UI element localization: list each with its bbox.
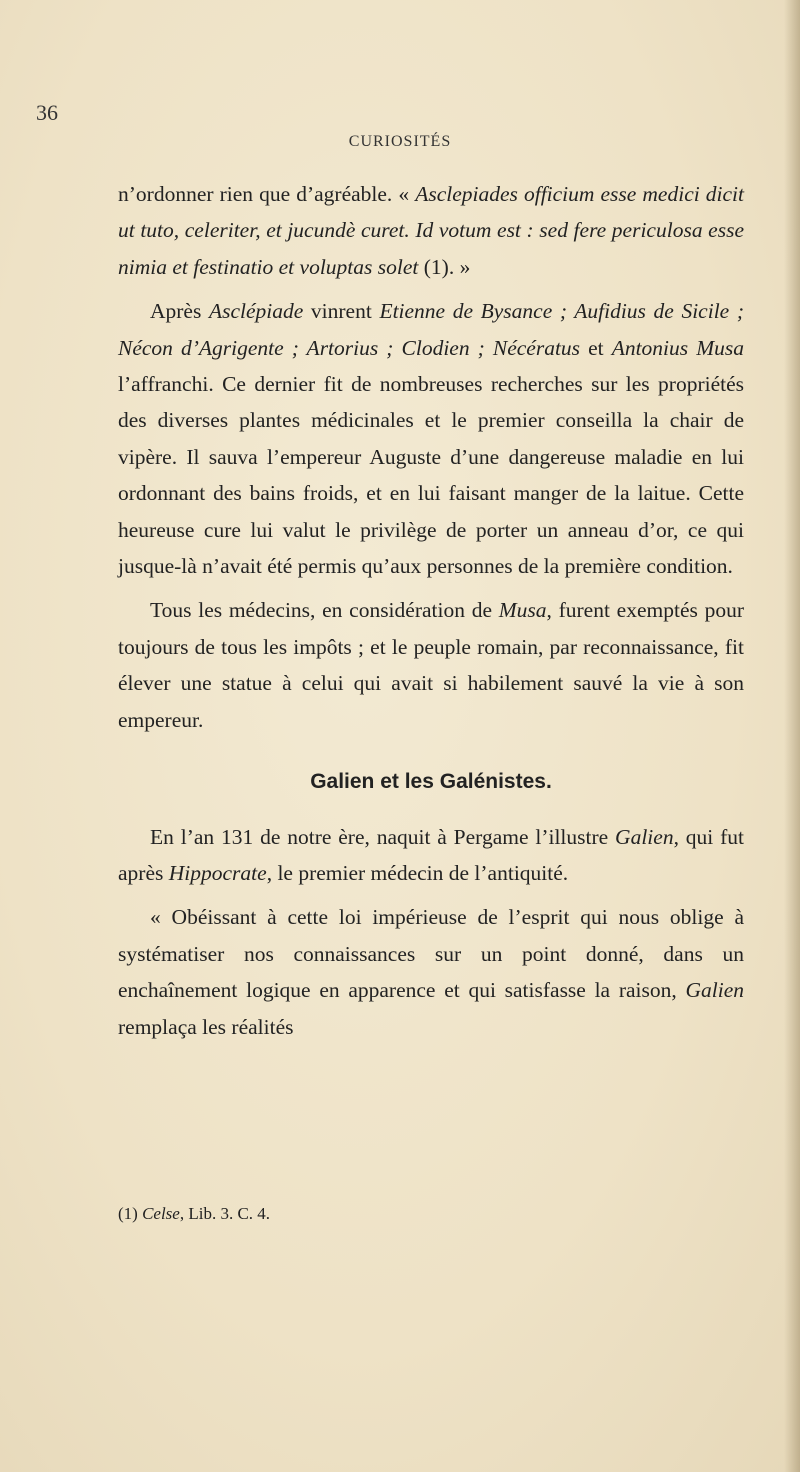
- paragraph: [118, 899, 744, 1045]
- section-heading: Galien et les Galénistes.: [310, 770, 552, 794]
- text-run: , le premier médecin de l’antiquité.: [266, 860, 569, 885]
- italic-text: Hippocrate: [168, 860, 267, 885]
- italic-text: Galien: [615, 824, 674, 849]
- text-run: (1). »: [418, 254, 471, 279]
- paragraph: [118, 176, 744, 285]
- paragraph: [118, 819, 744, 892]
- page-number: 36: [36, 100, 58, 125]
- italic-text: Asclepiades officium esse medici dicit ut tuto, celeriter, et jucundè curet. Id votum est : sed fere periculosa esse nimia et festinatio et voluptas solet: [118, 182, 744, 279]
- text-run: Tous les médecins, en considération de: [150, 598, 499, 623]
- body-text: [118, 176, 744, 1045]
- text-run: En l’an 131 de notre ère, naquit à Pergame l’illustre: [150, 824, 616, 849]
- italic-text: Musa: [498, 598, 547, 623]
- text-run: n’ordonner rien que d’agréable. «: [118, 182, 416, 206]
- paragraph: [118, 293, 744, 584]
- text-run: , qui fut après: [118, 824, 744, 885]
- italic-text: Asclépiade: [208, 299, 304, 324]
- text-run: , furent exemptés pour toujours de tous les impôts ; et le peuple romain, par reconnaissance, fit élever une statue à celui qui avait si habilement sauvé la vie à son empereur.: [118, 598, 745, 732]
- paragraph: [118, 592, 744, 738]
- text-run: et: [580, 335, 612, 360]
- text-run: remplaça les réalités: [118, 1014, 294, 1039]
- italic-text: Etienne de Bysance ; Aufidius de Sicile ; Nécon d’Agrigente ; Artorius ; Clodien ; Nécératus: [118, 299, 744, 360]
- page-edge-shadow: [784, 0, 800, 1472]
- footnote: [118, 1204, 270, 1224]
- text-run: Après: [150, 299, 209, 324]
- text-run: vinrent: [303, 299, 380, 324]
- italic-text: Antonius Musa: [611, 335, 744, 360]
- italic-text: Celse: [142, 1204, 180, 1223]
- running-head: CURIOSITÉS: [348, 133, 452, 150]
- italic-text: Galien: [685, 978, 744, 1003]
- text-run: (1): [118, 1204, 143, 1223]
- text-run: , Lib. 3. C. 4.: [179, 1204, 271, 1223]
- text-run: l’affranchi. Ce dernier fit de nombreuses recherches sur les propriétés des diverses plantes médicinales et le premier conseilla la chair de vipère. Il sauva l’empereur Auguste d’une dangereuse maladie en lui ordonnant des bains froids, et en lui faisant manger de la laitue. Cette heureuse cure lui valut le privilège de porter un anneau d’or, ce qui jusque-là n’avait été permis qu’aux personnes de la première condition.: [118, 372, 744, 579]
- text-run: « Obéissant à cette loi impérieuse de l’esprit qui nous oblige à systématiser nos connaissances sur un point donné, dans un enchaînement logique en apparence et qui satisfasse la raison,: [118, 905, 744, 1003]
